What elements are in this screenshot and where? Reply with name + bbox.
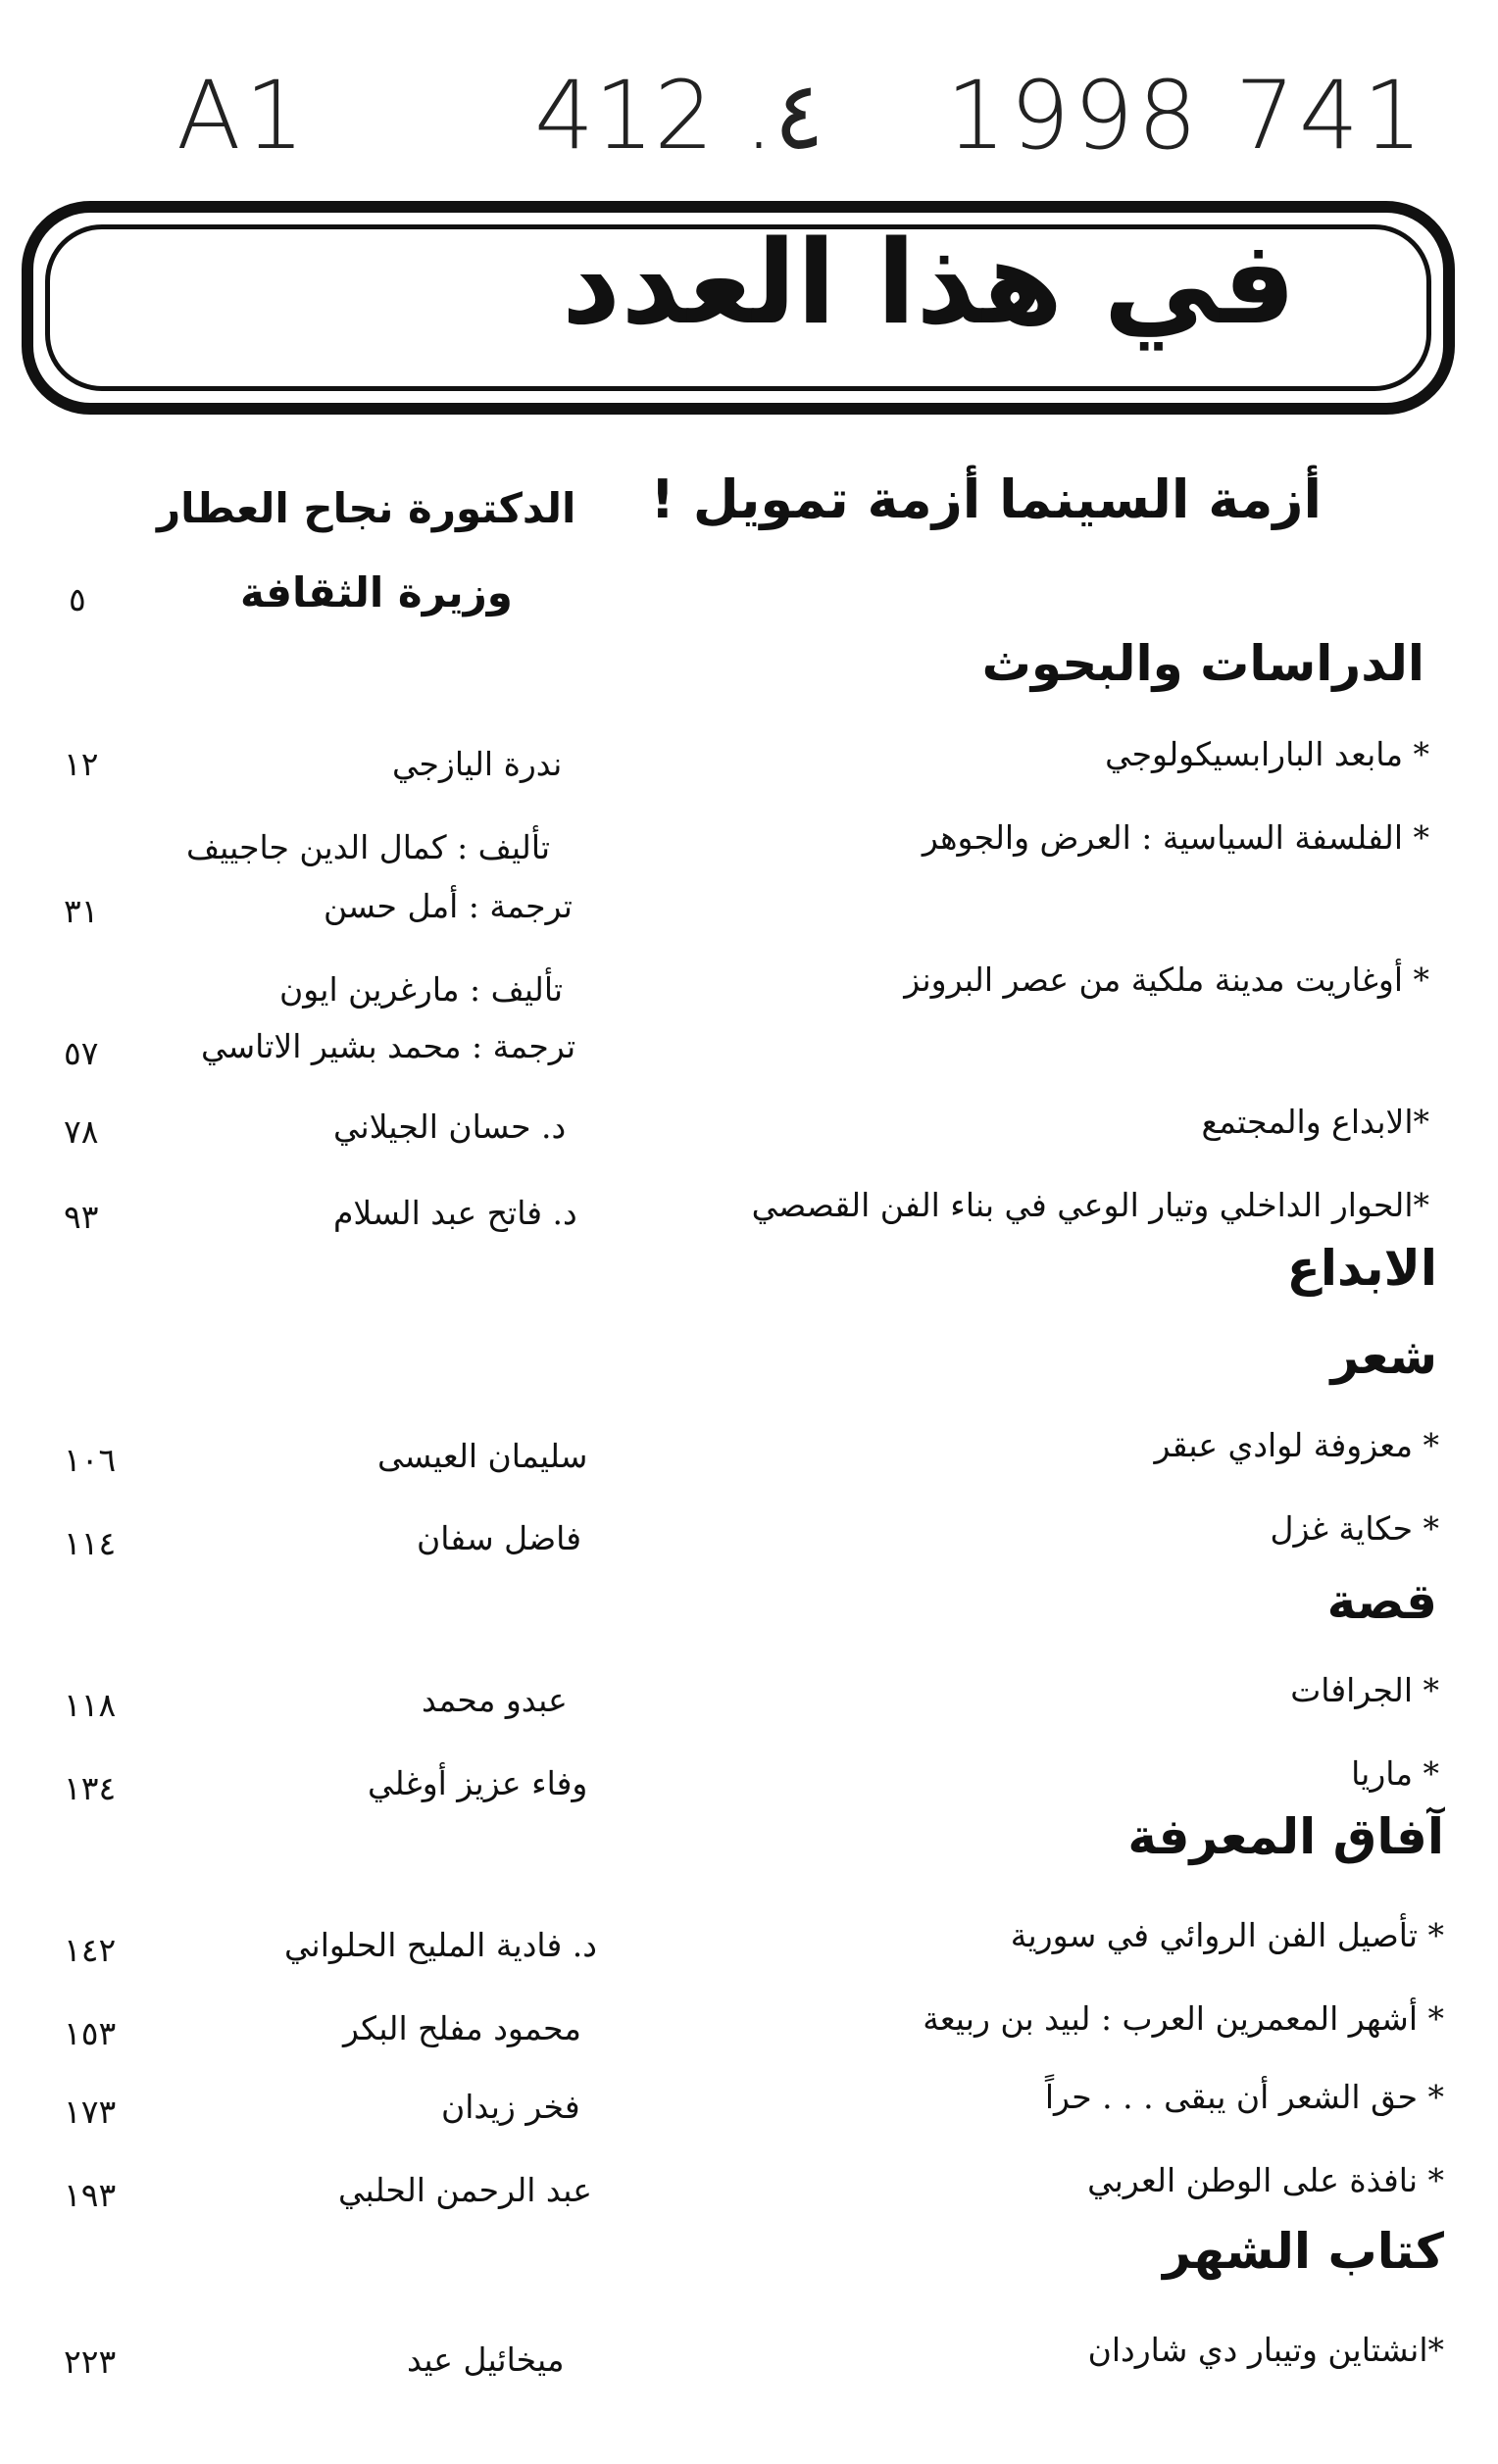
lead-title: أزمة السينما أزمة تمويل ! bbox=[650, 468, 1322, 530]
handwritten-mark-c: 1998 741 bbox=[946, 61, 1427, 171]
section-book: كتاب الشهر bbox=[1163, 2223, 1444, 2280]
entry-title: *انشتاين وتيبار دي شاردان bbox=[1087, 2331, 1444, 2369]
section-story: قصة bbox=[1326, 1573, 1437, 1630]
entry-author: ندرة اليازجي bbox=[392, 745, 563, 783]
entry-translator: ترجمة : محمد بشير الاتاسي bbox=[201, 1027, 576, 1065]
entry-title: * الجرافات bbox=[1290, 1671, 1439, 1709]
entry-title: *الابداع والمجتمع bbox=[1201, 1103, 1429, 1141]
entry-page: ١٠٦ bbox=[64, 1441, 117, 1479]
entry-author: سليمان العيسى bbox=[377, 1437, 588, 1475]
entry-page: ١٣٤ bbox=[64, 1769, 117, 1807]
section-horizons: آفاق المعرفة bbox=[1127, 1808, 1444, 1865]
handwritten-mark-a: A1 bbox=[176, 61, 309, 171]
section-studies: الدراسات والبحوث bbox=[981, 635, 1424, 692]
entry-title: * معزوفة لوادي عبقر bbox=[1154, 1426, 1439, 1464]
entry-title: * مابعد البارابسيكولوجي bbox=[1105, 735, 1429, 773]
entry-page: ١٢ bbox=[64, 745, 99, 783]
entry-translator: ترجمة : أمل حسن bbox=[324, 887, 573, 925]
lead-author: الدكتورة نجاح العطار bbox=[157, 484, 576, 532]
entry-author: فاضل سفان bbox=[417, 1519, 581, 1557]
entry-title: * أشهر المعمرين العرب : لبيد بن ربيعة bbox=[923, 1999, 1444, 2038]
entry-page: ١٧٣ bbox=[64, 2093, 117, 2131]
entry-title: *الحوار الداخلي وتيار الوعي في بناء الفن القصصي bbox=[751, 1186, 1429, 1224]
entry-page: ١١٤ bbox=[64, 1524, 117, 1562]
entry-title: * حكاية غزل bbox=[1270, 1509, 1439, 1548]
page-title: في هذا العدد bbox=[561, 215, 1296, 350]
entry-title: * حق الشعر أن يبقى . . . حراً bbox=[1044, 2078, 1444, 2116]
entry-author: عبدو محمد bbox=[422, 1681, 568, 1719]
entry-author: محمود مفلح البكر bbox=[343, 2009, 581, 2047]
entry-title: * ماريا bbox=[1351, 1754, 1439, 1793]
entry-author: عبد الرحمن الحلبي bbox=[338, 2171, 592, 2209]
entry-title: * أوغاريت مدينة ملكية من عصر البرونز bbox=[904, 961, 1429, 999]
lead-author-role: وزيرة الثقافة bbox=[240, 568, 513, 616]
entry-page: ١٤٢ bbox=[64, 1931, 117, 1969]
entry-page: ٢٢٣ bbox=[64, 2342, 117, 2381]
entry-author: د. فادية المليح الحلواني bbox=[284, 1926, 597, 1964]
entry-author: تأليف : مارغرين ايون bbox=[279, 970, 564, 1009]
handwritten-mark-b: 412 .٤ bbox=[534, 61, 824, 171]
header-frame bbox=[22, 201, 1455, 415]
entry-title: * نافذة على الوطن العربي bbox=[1087, 2161, 1444, 2199]
entry-author: د. فاتح عبد السلام bbox=[333, 1194, 577, 1232]
entry-title: * تأصيل الفن الروائي في سورية bbox=[1010, 1916, 1444, 1954]
entry-author: د. حسان الجيلاني bbox=[333, 1108, 567, 1146]
entry-author: ميخائيل عيد bbox=[407, 2341, 565, 2379]
entry-author: وفاء عزيز أوغلي bbox=[368, 1764, 588, 1802]
entry-page: ١٩٣ bbox=[64, 2176, 117, 2214]
entry-author: تأليف : كمال الدين جاجييف bbox=[186, 828, 551, 866]
entry-page: ٧٨ bbox=[64, 1112, 99, 1151]
entry-author: فخر زيدان bbox=[441, 2088, 580, 2126]
section-poetry: شعر bbox=[1330, 1328, 1437, 1385]
entry-page: ٥٧ bbox=[64, 1034, 99, 1072]
lead-page: ٥ bbox=[69, 580, 86, 618]
entry-page: ١٥٣ bbox=[64, 2014, 117, 2052]
entry-page: ٣١ bbox=[64, 892, 99, 930]
entry-title: * الفلسفة السياسية : العرض والجوهر bbox=[922, 818, 1429, 857]
section-creativity: الابداع bbox=[1286, 1240, 1437, 1297]
entry-page: ٩٣ bbox=[64, 1198, 99, 1236]
entry-page: ١١٨ bbox=[64, 1686, 117, 1724]
